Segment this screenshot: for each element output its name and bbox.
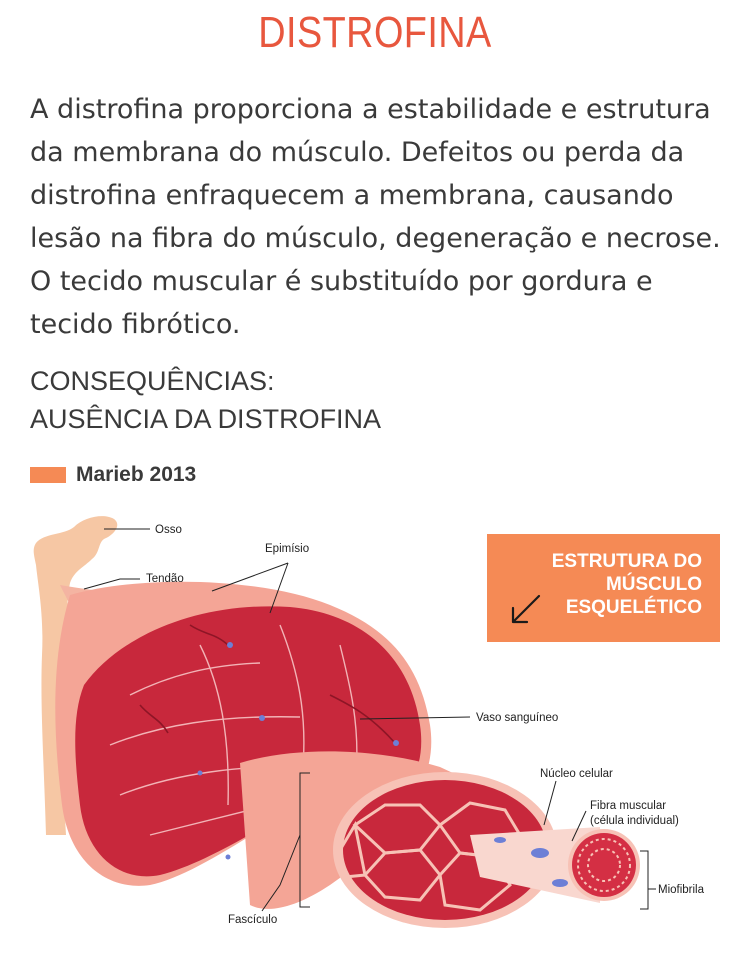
label-fasciculo: Fascículo — [228, 914, 278, 926]
consequences-heading — [30, 362, 730, 438]
arrow-down-left-icon — [505, 590, 545, 630]
structure-callout — [487, 534, 720, 642]
label-fibra-line1: Fibra muscular — [590, 800, 667, 812]
callout-text: ESTRUTURA DO MÚSCULO ESQUELÉTICO — [551, 551, 702, 618]
label-fibra-line2: (célula individual) — [590, 815, 679, 827]
label-miofibrila: Miofibrila — [658, 884, 705, 896]
label-tendao: Tendão — [146, 573, 184, 585]
source-label: Marieb 2013 — [76, 463, 197, 486]
muscle-structure-figure — [0, 505, 750, 975]
consequences-heading-line2: AUSÊNCIA DA DISTROFINA — [30, 404, 382, 434]
label-vaso: Vaso sanguíneo — [476, 712, 559, 724]
consequences-heading-line1: CONSEQUÊNCIAS: — [30, 366, 275, 396]
label-nucleo: Núcleo celular — [540, 768, 613, 780]
intro-paragraph: A distrofina proporciona a estabilidade e estrutura da membrana do músculo. Defeitos ou perda da distrofina enfraquecem a membrana, causando lesão na fibra do músculo, degeneração e necrose. O tecido muscular é substituído por gordura e tecido fibrótico. — [30, 94, 721, 340]
source-swatch — [30, 467, 66, 483]
source-citation — [30, 460, 196, 490]
label-osso: Osso — [155, 524, 182, 536]
page-title: DISTROFINA — [258, 8, 492, 57]
label-epimisio: Epimísio — [265, 543, 310, 555]
